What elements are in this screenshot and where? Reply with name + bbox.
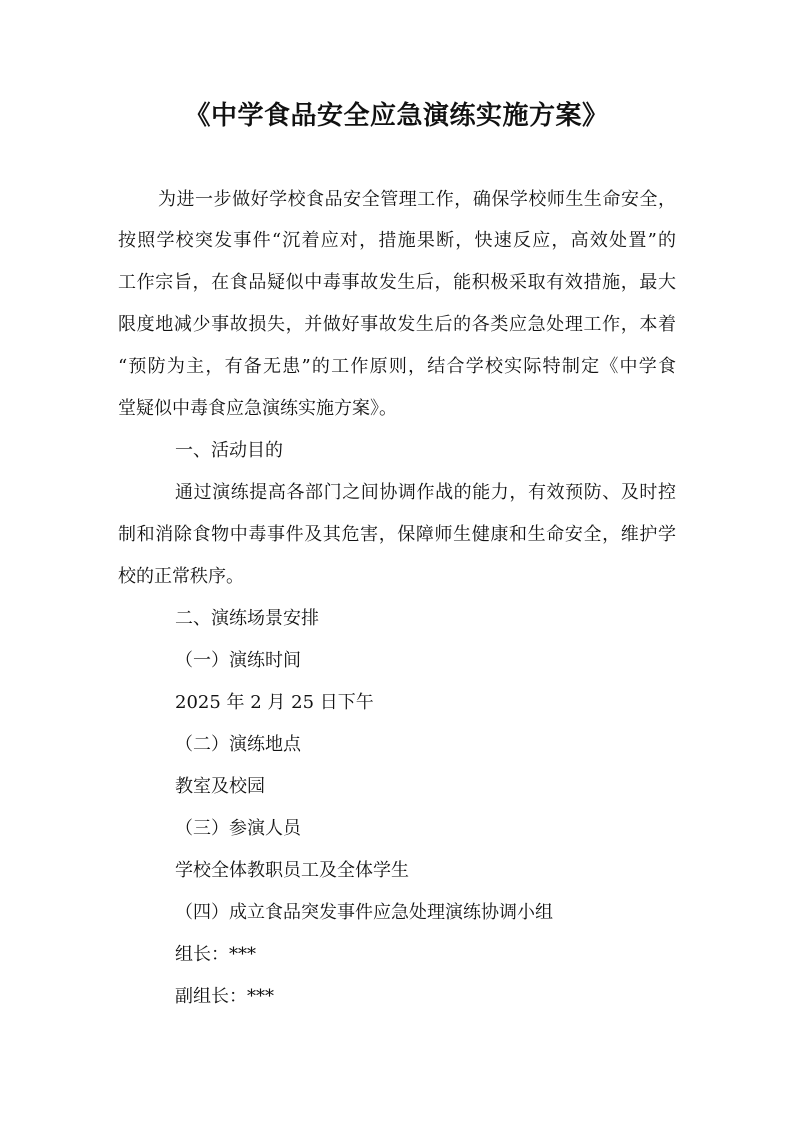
intro-line-5: “预防为主，有备无患”的工作原则，结合学校实际特制定《中学食 [118, 356, 676, 377]
item-participants-value: 学校全体教职员工及全体学生 [175, 860, 409, 881]
intro-line-1: 为进一步做好学校食品安全管理工作，确保学校师生生命安全， [158, 189, 676, 210]
intro-line-2: 按照学校突发事件“沉着应对，措施果断，快速反应，高效处置”的 [118, 230, 676, 251]
purpose-line-3: 校的正常秩序。 [118, 566, 244, 587]
intro-line-6: 堂疑似中毒食应急演练实施方案》。 [118, 398, 397, 419]
purpose-line-1: 通过演练提高各部门之间协调作战的能力，有效预防、及时控 [175, 482, 676, 503]
item-team-leader: 组长：*** [175, 944, 256, 965]
item-drill-location-heading: （二）演练地点 [175, 734, 301, 755]
document-title: 《中学食品安全应急演练实施方案》 [184, 101, 609, 131]
item-team-heading: （四）成立食品突发事件应急处理演练协调小组 [175, 902, 553, 923]
item-drill-location-value: 教室及校园 [175, 776, 265, 797]
item-drill-time-value: 2025 年 2 月 25 日下午 [175, 692, 374, 713]
item-drill-time-heading: （一）演练时间 [175, 650, 301, 671]
section-heading-purpose: 一、活动目的 [175, 440, 283, 461]
section-heading-scenario: 二、演练场景安排 [175, 608, 319, 629]
purpose-line-2: 制和消除食物中毒事件及其危害，保障师生健康和生命安全，维护学 [118, 524, 676, 545]
item-participants-heading: （三）参演人员 [175, 818, 301, 839]
intro-line-4: 限度地减少事故损失，并做好事故发生后的各类应急处理工作，本着 [118, 314, 676, 335]
intro-line-3: 工作宗旨，在食品疑似中毒事故发生后，能积极采取有效措施，最大 [118, 272, 676, 293]
item-team-deputy-leader: 副组长：*** [175, 986, 274, 1007]
